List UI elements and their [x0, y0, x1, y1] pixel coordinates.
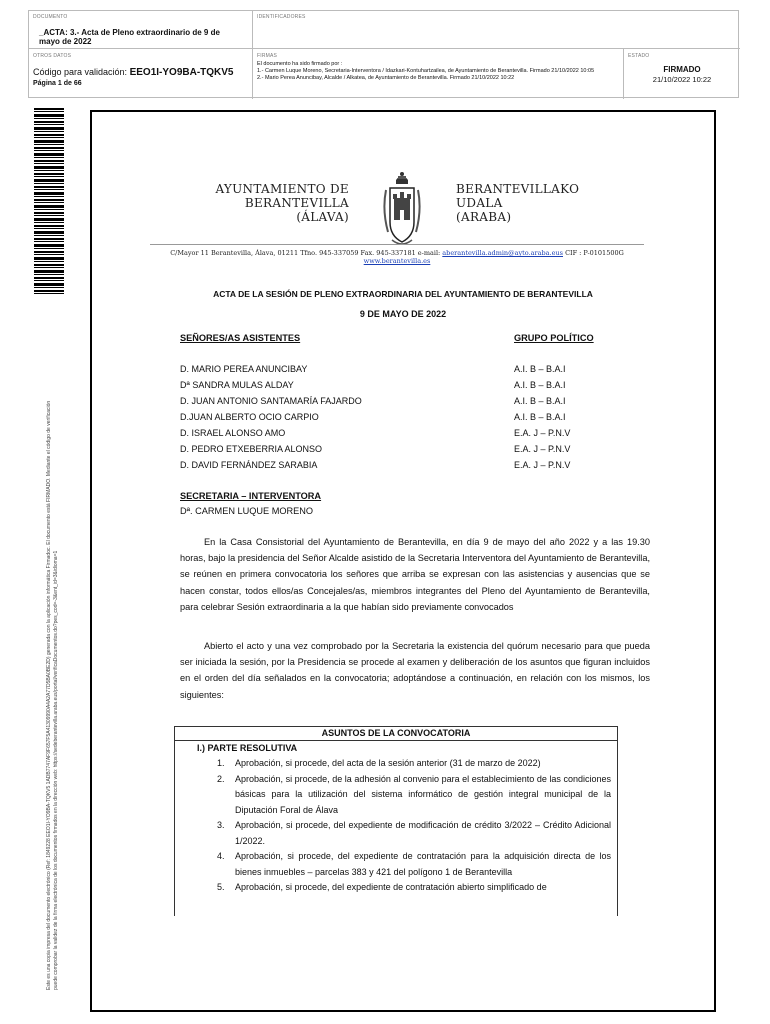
side-text-line: Este es una copia impresa del documento electrónico (Ref: 1849228 EEO1I-YO9BA-TQKV5 1ADB7747AF9F657F5A41309990A4A2A77D5BA0BE2D) generada con la aplicación informática Firmadoc. El documento está FIRMADO. Mediante el código de verificación: [46, 400, 52, 990]
side-verification-text: [46, 290, 60, 990]
attendees-heading: SEÑORES/AS ASISTENTES: [180, 333, 301, 343]
secretaria-name: Dª. CARMEN LUQUE MORENO: [180, 506, 314, 516]
letterhead-divider: [150, 244, 644, 245]
item-text: Aprobación, si procede, del expediente de contratación para la adquisición directa de los bienes inmuebles – parcelas 383 y 421 del polígono 1 de Berantevilla: [235, 851, 611, 877]
estado-cell: [624, 49, 740, 99]
letterhead-line: (ARABA): [456, 210, 512, 224]
letterhead-line: (ÁLAVA): [296, 210, 349, 224]
letterhead-line: BERANTEVILLA: [244, 196, 349, 210]
firmas-text: [257, 61, 619, 82]
paragraph-text: En la Casa Consistorial del Ayuntamiento de Berantevilla, en día 9 de mayo del año 2022 y a las 19.30 horas, bajo la presidencia del Señor Alcalde asistido de la Secretaria Interventora del Ayuntamiento de Berantevilla, se reúnen en primera convocatoria los señores que arriba se expresan con las asistencias y ausencias que se hacen constar, todos ellos/as Concejales/as, miembros integrantes del Pleno del Ayuntamiento de Berantevilla, para celebrar Sesión extraordinaria a la que habían sido previamente convocados: [180, 537, 650, 612]
document-title: _ACTA: 3.- Acta de Pleno extraordinario de 9 de mayo de 2022: [39, 28, 220, 46]
list-item: [217, 772, 611, 819]
quorum-paragraph: [180, 638, 650, 703]
list-item: [217, 818, 611, 849]
item-text: Aprobación, si procede, del expediente de modificación de crédito 3/2022 – Crédito Adicional 1/2022.: [235, 820, 611, 846]
item-text: Aprobación, si procede, del expediente de contratación abierto simplificado de: [235, 882, 547, 892]
estado-date: 21/10/2022 10:22: [652, 75, 712, 84]
attendee-group: A.I. B – B.A.I: [514, 396, 566, 406]
item-number: 3.: [217, 820, 225, 830]
session-date: 9 DE MAYO DE 2022: [359, 309, 447, 319]
estado-value: FIRMADO: [663, 65, 701, 74]
identificadores-label: IDENTIFICADORES: [257, 14, 306, 20]
item-number: 5.: [217, 882, 225, 892]
agenda-table: [174, 726, 618, 916]
validation-prefix: Código para validación:: [33, 67, 128, 77]
firma-line: 2.- Mario Perea Anuncibay, Alcalde / Alkatea, de Ayuntamiento de Berantevilla. Firmado 21/10/2022 10:22: [257, 75, 515, 81]
email-link[interactable]: aberantevilla.admin@ayto.araba.eus: [442, 249, 563, 257]
letterhead-line: AYUNTAMIENTO DE: [215, 182, 349, 196]
letterhead-address: [150, 249, 644, 265]
web-link[interactable]: www.berantevilla.es: [363, 257, 431, 265]
coat-of-arms-icon: [382, 170, 422, 248]
documento-cell: [29, 11, 253, 49]
attendee-group: E.A. J – P.N.V: [514, 444, 571, 454]
documento-label: DOCUMENTO: [33, 14, 68, 20]
attendee-name: D. PEDRO ETXEBERRIA ALONSO: [180, 444, 323, 454]
secretaria-heading: SECRETARIA – INTERVENTORA: [180, 491, 322, 501]
document-metadata-header: [28, 10, 739, 98]
item-text: Aprobación, si procede, del acta de la sesión anterior (31 de marzo de 2022): [235, 758, 541, 768]
validation-code: EEO1I-YO9BA-TQKV5: [129, 67, 234, 78]
paragraph-text: Abierto el acto y una vez comprobado por la Secretaria la existencia del quórum necesario para que pueda ser iniciada la sesión, por la Presidencia se procede al examen y deliberación de los asuntos que figuran incluidos en el orden del día señalados en la convocatoria; adoptándose a continuación, en relación con los mismos, los siguientes:: [180, 641, 650, 700]
cif-text: CIF : P-0101500G: [565, 249, 624, 257]
estado-status: [628, 65, 736, 85]
attendee-group: A.I. B – B.A.I: [514, 412, 566, 422]
part-label: I.) PARTE RESOLUTIVA: [197, 743, 298, 753]
item-number: 2.: [217, 773, 225, 784]
item-number: 4.: [217, 851, 225, 861]
firma-line: El documento ha sido firmado por :: [257, 61, 343, 67]
firmas-label: FIRMAS: [257, 53, 278, 59]
page-number: Página 1 de 66: [33, 80, 82, 87]
estado-label: ESTADO: [628, 53, 650, 59]
letterhead-line: BERANTEVILLAKO: [456, 182, 580, 196]
letterhead-left: [182, 182, 349, 224]
agenda-list: [217, 756, 611, 896]
firmas-cell: [253, 49, 624, 99]
item-number: 1.: [217, 758, 225, 768]
attendee-group: E.A. J – P.N.V: [514, 460, 571, 470]
group-heading: GRUPO POLÍTICO: [514, 333, 594, 343]
list-item: [217, 756, 611, 772]
attendee-name: D. DAVID FERNÁNDEZ SARABIA: [180, 460, 318, 470]
side-text-line: puede comprobar la validez de la firma electrónica de los documentos firmados en la dirección web: https://sedeberantevilla.araba.eus/portal/verificaDocumentos.do?pes_cod=-3&ent_id=3&idioma=1: [53, 550, 59, 990]
attendee-name: D.JUAN ALBERTO OCIO CARPIO: [180, 412, 319, 422]
item-text: Aprobación, si procede, de la adhesión al convenio para el establecimiento de las condiciones básicas para la utilización del sistema informático de gestión integral municipal de la Diputación Foral de Álava: [235, 773, 611, 815]
letterhead-line: UDALA: [456, 196, 503, 210]
opening-paragraph: [180, 534, 650, 615]
validation-code-line: [33, 67, 248, 78]
otros-datos-label: OTROS DATOS: [33, 53, 72, 59]
attendee-group: E.A. J – P.N.V: [514, 428, 571, 438]
attendee-name: Dª SANDRA MULAS ALDAY: [180, 380, 294, 390]
list-item: [217, 849, 611, 880]
letterhead-right: [456, 182, 656, 224]
document-page: [90, 110, 716, 1012]
attendee-group: A.I. B – B.A.I: [514, 364, 566, 374]
barcode-icon: [34, 108, 64, 296]
attendee-name: D. MARIO PEREA ANUNCIBAY: [180, 364, 308, 374]
address-text: C/Mayor 11 Berantevilla, Álava, 01211 Tfno. 945-337059 Fax. 945-337181 e-mail:: [170, 249, 441, 257]
otros-datos-cell: [29, 49, 253, 99]
attendee-group: A.I. B – B.A.I: [514, 380, 566, 390]
agenda-table-heading: ASUNTOS DE LA CONVOCATORIA: [175, 727, 617, 741]
document-heading: ACTA DE LA SESIÓN DE PLENO EXTRAORDINARIA DEL AYUNTAMIENTO DE BERANTEVILLA: [213, 289, 593, 299]
identificadores-cell: [253, 11, 740, 49]
list-item: [217, 880, 611, 896]
attendee-name: D. JUAN ANTONIO SANTAMARÍA FAJARDO: [180, 396, 362, 406]
attendee-name: D. ISRAEL ALONSO AMO: [180, 428, 286, 438]
firma-line: 1.- Carmen Luque Moreno, Secretaria-Interventora / Idazkari-Kontuhartzailea, de Ayuntamiento de Berantevilla. Firmado 21/10/2022 10:05: [257, 68, 595, 74]
